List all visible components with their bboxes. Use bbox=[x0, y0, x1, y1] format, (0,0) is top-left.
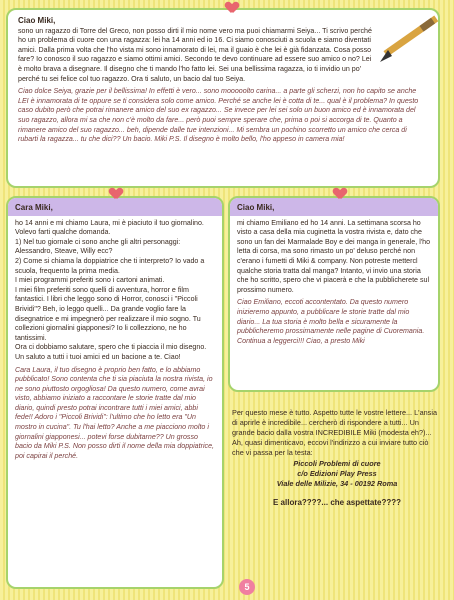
letter-reply: Cara Laura, il tuo disegno è proprio ben fatto, e lo abbiamo pubblicato! Sono contenta che ti sia piaciuta la nostra rivista, io ne sono piuttosto orgogliosa! Da questo numero, come avrai visto, abbiamo iniziato a raccontare le storie tratte dal mio diario, quindi presto potrai incontrare tutti i miei amici, abbi fede!! Adoro i "Piccoli Brividi": l'ultimo che ho letto era "Un mostro in cucina". Tu l'hai letto? Anche a me piacciono molto i giornalini giapponesi... potevi forse dubitarne?? Un grosso bacio da Miki P.S. Non posso dirti il nome della mia doppiatrice, poi capirai il perché. bbox=[15, 365, 214, 460]
address-street: Viale delle Milizie, 34 - 00192 Roma bbox=[276, 479, 398, 488]
address-name: Piccoli Problemi di cuore bbox=[293, 459, 381, 468]
call-to-action: E allora????... che aspettate???? bbox=[272, 498, 402, 507]
letter-body: sono un ragazzo di Torre del Greco, non posso dirti il mio nome vero ma puoi chiamarmi Seiya... Ti scrivo perché ho un problema di cuore con una ragazza: lei ha 14 anni ed io 16. Ci siamo conosciuti a scuola e siamo diventati amici. Dalla prima volta che l'ho vista mi sono innamorato di lei, ma il guaio è che lei è già fidanzata. Cosa posso fare? Io conosco il suo ragazzo e siamo ottimi amici. Secondo te devo continuare ad essere suo amico o no? Lei è molto brava a disegnare. Il disegno che ti mando l'ho fatto lei. Sei una bellissima ragazza, io ti invidio un po' perché tu sei felice col tuo ragazzo. Ora ti saluto, un bacio dal tuo Seiya. bbox=[18, 26, 372, 83]
letter-emiliano bbox=[228, 196, 440, 392]
letter-greeting: Ciao Miki, bbox=[18, 16, 56, 25]
letter-paragraph: ho 14 anni e mi chiamo Laura, mi è piaciuto il tuo giornalino. Volevo farti qualche domanda. bbox=[15, 218, 204, 237]
address-publisher: c/o Edizioni Play Press bbox=[297, 469, 377, 478]
letter-reply: Ciao dolce Seiya, grazie per il bellissima! In effetti è vero... sono mooooolto carina... a parte gli scherzi, non ho capito se anche LEI è innamorata di te oppure se ti considera solo come amico. Perché se anche lei è cotta di te... qual è il problema? In questo caso dubito però che potrai rimanere amico del suo ex ragazzo... Se invece per lei sei solo un buon amico ed è innamorata del suo ragazzo, allora mi sa che non c'è molto da fare... però puoi sempre sperare che, prima o poi si accorga di te. Quanto a rimanere amico del suo ragazzo... beh, dipende dalle tue intenzioni... Mi sembra un pochino scorretto un amico che cerca di rubarti la ragazza... tu che dici?? Un bacio. Miki P.S. Il disegno è molto bello, l'ho appeso in camera mia! bbox=[18, 87, 419, 144]
heart-icon bbox=[110, 188, 122, 199]
heart-icon bbox=[226, 2, 238, 13]
letter-paragraph: I miei film preferiti sono quelli di avventura, horror e film fantastici. I libri che leggo sono di Horror, conosci i "Piccoli Brividi"? Beh, io leggo quelli... Da grande voglio fare la disegnatrice e mi impegnerò per realizzare il mio sogno. Tu collezioni giornalini giapponesi? Io li collezziono, ne ho tantissimi. bbox=[15, 285, 201, 342]
closing-text: Per questo mese è tutto. Aspetto tutte le vostre lettere... L'ansia di aprirle è incredibile... cercherò di rispondere a tutti... Un grande bacio dalla vostra INCREDIBILE Miki (modesta eh?)... Ah, quasi dimenticavo, eccovi l'indirizzo a cui inviare tutto ciò che vi passa per la testa: bbox=[232, 408, 438, 457]
letter-paragraph: Ora ci dobbiamo salutare, spero che ti piaccia il mio disegno. Un saluto a tutti i tuoi amici ed un bacione a te. Ciao! bbox=[15, 343, 207, 361]
letter-greeting: Ciao Miki, bbox=[230, 198, 438, 216]
letter-paragraph: 2) Come si chiama la doppiatrice che ti interpreto? Io vado a scuola, frequento la prima media. bbox=[15, 256, 205, 275]
letter-greeting: Cara Miki, bbox=[8, 198, 222, 216]
pen-icon bbox=[372, 6, 442, 66]
closing-message bbox=[232, 408, 442, 508]
letter-paragraph: 1) Nel tuo giornale ci sono anche gli altri personaggi: Alessandro, Steave, Willy ecc? bbox=[15, 237, 181, 256]
page-number: 5 bbox=[239, 579, 255, 595]
heart-icon bbox=[334, 188, 346, 199]
letter-body: mi chiamo Emiliano ed ho 14 anni. La settimana scorsa ho visto a casa della mia cuginetta la vostra rivista e, dato che sono un fan dei Marmalade Boy e dei manga in generale, l'ho letta di corsa, ma sono rimasto un po' deluso perché non c'erano i fumetti di Miki & company. Non potreste mettercl qualche storia tratta dal manga? Intanto, vi invio una storia che ho scritto, spero che vi piacerà e che la pubblicherete sul prossimo numero. bbox=[237, 218, 431, 294]
letter-laura bbox=[6, 196, 224, 589]
letter-reply: Ciao Emiliano, eccoti accontentato. Da questo numero inizieremo appunto, a pubblicare le storie tratte dal mio diario... La tua storia è molto bella e sicuramente la pubblicheremo prossimamente nelle pagine di Cuoremania. Continua a leggerci!!! Ciao, a presto Miki bbox=[237, 298, 425, 345]
letter-paragraph: I miei programmi preferiti sono i cartoni animati. bbox=[15, 276, 165, 285]
